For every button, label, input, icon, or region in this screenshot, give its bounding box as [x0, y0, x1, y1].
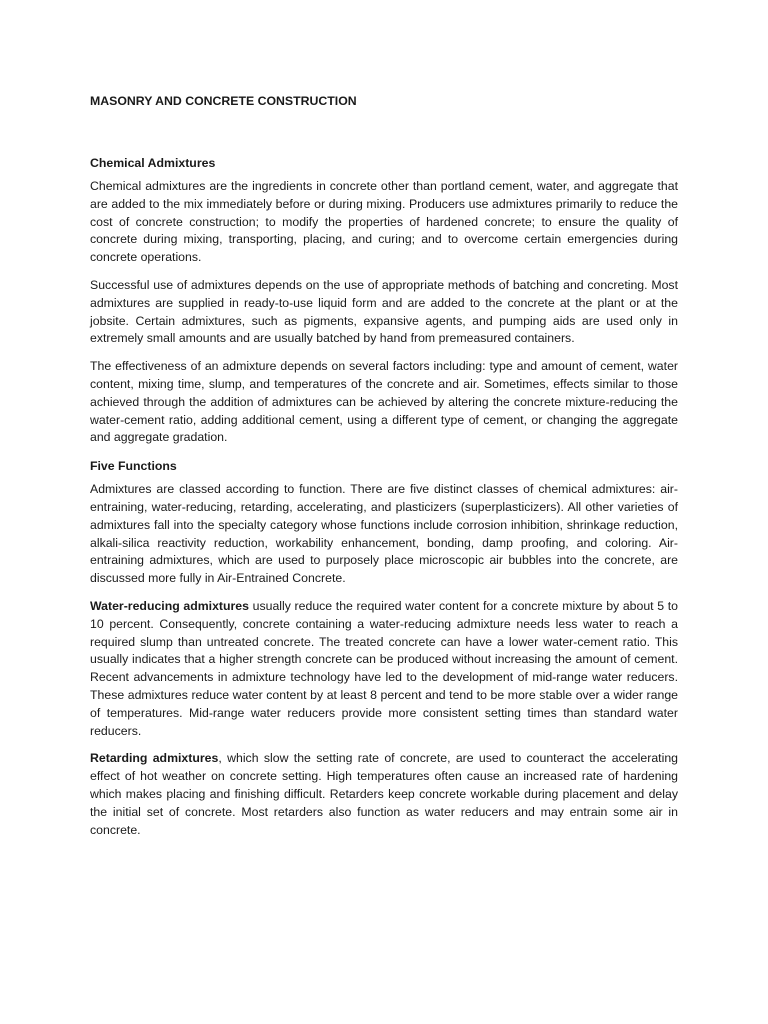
document-page: [90, 92, 678, 849]
paragraph: The effectiveness of an admixture depends on several factors including: type and amount of cement, water content, mixing time, slump, and temperatures of the concrete and air. Sometimes, effects similar to those achieved through the addition of admixtures can be achieved by altering the concrete mixture-reducing the water-cement ratio, adding additional cement, using a different type of cement, or changing the aggregate and aggregate gradation.: [90, 359, 678, 445]
document-title: MASONRY AND CONCRETE CONSTRUCTION: [90, 94, 357, 108]
paragraph-retarding: [90, 750, 678, 839]
paragraph-water-reducing: [90, 598, 678, 740]
term-retarding-admixtures: Retarding admixtures: [90, 751, 219, 766]
paragraph-body: usually reduce the required water content for a concrete mixture by about 5 to 10 percent. Consequently, concrete containing a water-reducing admixture needs less water to reach a required slump than untreated concrete. The treated concrete can have a lower water-cement ratio. This usually indicates that a higher strength concrete can be produced without increasing the amount of cement. Recent advancements in admixture technology have led to the development of mid-range water reducers. These admixtures reduce water content by at least 8 percent and tend to be more stable over a wider range of temperatures. Mid-range water reducers provide more consistent setting times than standard water reducers.: [90, 598, 678, 738]
section-heading-five-functions: Five Functions: [90, 459, 177, 474]
term-water-reducing-admixtures: Water-reducing admixtures: [90, 598, 249, 613]
paragraph-body: , which slow the setting rate of concrete, are used to counteract the accelerating effect of hot weather on concrete setting. High temperatures often cause an increased rate of hardening which makes placing and finishing difficult. Retarders keep concrete workable during placement and delay the initial set of concrete. Most retarders also function as water reducers and may entrain some air in concrete.: [90, 751, 679, 837]
paragraph: Successful use of admixtures depends on the use of appropriate methods of batching and concreting. Most admixtures are supplied in ready-to-use liquid form and are added to the concrete at the plant or at the jobsite. Certain admixtures, such as pigments, expansive agents, and pumping aids are used only in extremely small amounts and are usually batched by hand from premeasured containers.: [90, 277, 678, 346]
section-heading-chemical-admixtures: Chemical Admixtures: [90, 156, 216, 170]
paragraph: Admixtures are classed according to function. There are five distinct classes of chemical admixtures: air-entraining, water-reducing, retarding, accelerating, and plasticizers (superplasticizers). All other varieties of admixtures fall into the specialty category whose functions include corrosion inhibition, shrinkage reduction, alkali-silica reactivity reduction, workability enhancement, bonding, damp proofing, and coloring. Air-entraining admixtures, which are used to purposely place microscopic air bubbles into the concrete, are discussed more fully in Air-Entrained Concrete.: [90, 482, 678, 586]
paragraph: Chemical admixtures are the ingredients in concrete other than portland cement, water, and aggregate that are added to the mix immediately before or during mixing. Producers use admixtures primarily to reduce the cost of concrete construction; to modify the properties of hardened concrete; to ensure the quality of concrete during mixing, transporting, placing, and curing; and to overcome certain emergencies during concrete operations.: [90, 179, 678, 265]
